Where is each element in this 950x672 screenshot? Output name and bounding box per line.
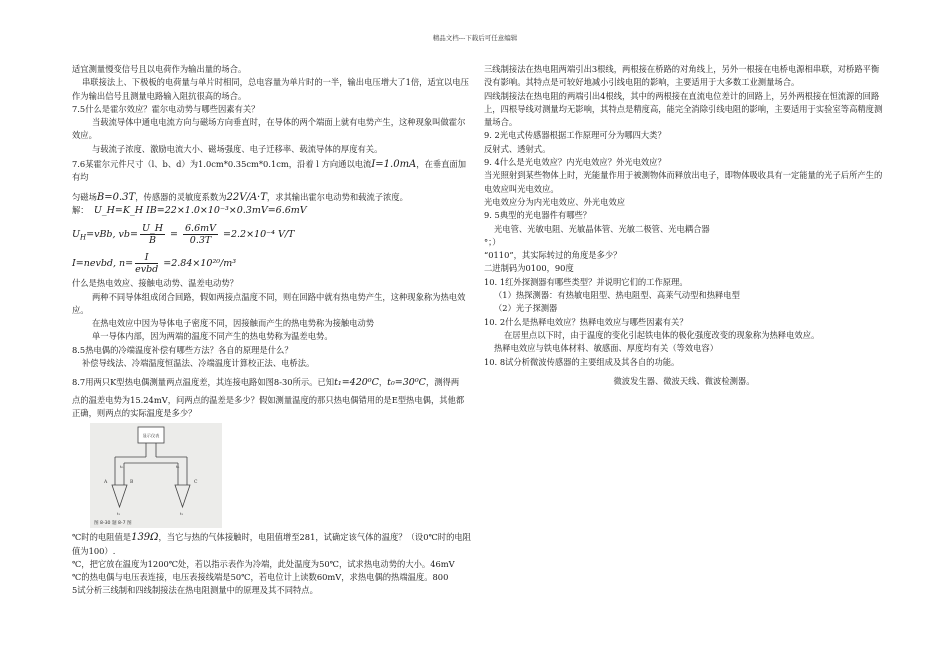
question-wire-method: 5试分析三线制和四线制接法在热电阻测量中的原理及其不同特点。 xyxy=(72,585,318,596)
label-b: B xyxy=(130,480,134,486)
label-t1-right: t₁ xyxy=(180,511,184,517)
answer-9-2: 反射式、透射式。 xyxy=(484,143,551,154)
q87-tail: ，测得两 xyxy=(425,377,460,388)
frac-den: evbd xyxy=(135,264,159,276)
q76b-tail: ，求其输出霍尔电动势和载流子浓度。 xyxy=(266,191,408,202)
q76-field-formula: B=0.3T xyxy=(96,191,136,203)
question-10-2: 10. 2什么是热释电效应？热释电效应与哪些因素有关？ xyxy=(484,316,688,327)
answer-thermo-1: 两种不同导体组成闭合回路，假如两接点温度不同，则在回路中就有热电势产生，这种现象称为热电效应。 xyxy=(72,291,466,315)
question-8-7-line1 xyxy=(72,376,472,389)
answer-9-4-b: 光电效应分为内光电效应、外光电效应 xyxy=(484,196,626,207)
dangling-text: °；） xyxy=(484,236,501,247)
three-wire-paragraph: 三线制接法在热电阻两端引出3根线，两根接在桥路的对角线上，另外一根接在电桥电源相串联，对桥路平衡没有影响。其特点是可较好地减小引线电阻的影响，主要适用于大多数工业测量场合。 xyxy=(484,64,880,88)
answer-10-1-b: （2）光子探测器 xyxy=(494,303,558,314)
question-7-6-line2 xyxy=(72,191,472,204)
thermocouple-figure xyxy=(90,423,222,528)
eq2-sub: H xyxy=(80,233,87,242)
fraction-n xyxy=(135,252,158,275)
answer-10-1-a: （1）热探测器：有热敏电阻型、热电阻型、高莱气动型和热释电型 xyxy=(494,290,740,301)
fraction-values xyxy=(183,223,218,246)
eq2-tail: =2.2×10⁻⁴ V/T xyxy=(220,229,295,241)
equation-n xyxy=(72,252,472,275)
thermocouple-diagram xyxy=(90,423,222,528)
q-res-pre: ℃时的电阻值是 xyxy=(72,532,132,543)
q76-text: 7.6某霍尔元件尺寸（l、b、d）为1.0cm*0.35cm*0.1cm，沿着 l 方向通以电流 xyxy=(72,159,372,170)
label-c: C xyxy=(194,480,198,486)
q87-t0-formula: t₀=30⁰C xyxy=(387,377,426,389)
answer-8-5: 补偿导线法、冷端温度恒温法、冷端温度计算校正法、电桥法。 xyxy=(82,358,315,369)
equation-vb xyxy=(72,223,472,246)
label-t0-right: t₀ xyxy=(176,464,180,470)
q76b-pre: 匀磁场 xyxy=(72,191,97,202)
frac-num: I xyxy=(135,252,158,264)
q87-text: 8.7用两只K型热电偶测量两点温度差，其连接电路如图8-30所示。已知 xyxy=(72,377,335,388)
text-line: 适宜测量慢变信号且以电荷作为输出量的场合。 xyxy=(72,64,247,74)
q-res-formula: 139Ω xyxy=(131,532,159,544)
q87-comma: ， xyxy=(378,377,388,388)
answer-10-2-b: 热释电效应与铁电体材料、敏感面、厚度均有关（等效电容） xyxy=(494,343,719,354)
question-10-8: 10. 8试分析微波传感器的主要组成及其各自的功能。 xyxy=(484,356,680,367)
left-column xyxy=(72,63,472,598)
right-column xyxy=(484,63,884,388)
answer-7-5-a: 当载流导体中通电电流方向与磁场方向垂直时，在导体的两个端面上就有电势产生，这种现象叫做霍尔效应。 xyxy=(72,117,466,141)
eq2-eq: = xyxy=(167,229,182,241)
label-t0-left: t₀ xyxy=(120,464,124,470)
answer-9-4-a: 当光照射到某些物体上时，光能量作用于被测物体而释放出电子，即物体吸收具有一定能量的光子后所产生的电效应叫光电效应。 xyxy=(484,170,883,194)
eq2-pre: U xyxy=(72,229,81,241)
question-8-5: 8.5热电偶的冷端温度补偿有哪些方法？各自的原理是什么？ xyxy=(72,344,293,355)
answer-9-5: 光电管、光敏电阻、光敏晶体管、光敏二极管、光电耦合器 xyxy=(494,223,710,234)
question-7-6-line1 xyxy=(72,158,472,185)
frac-num: 6.6mV xyxy=(185,223,216,235)
q76b-mid: ，传感器的灵敏度系数为 xyxy=(135,191,227,202)
q76-text-tail: ，在垂直面加有均 xyxy=(72,159,467,183)
frac-num: U_H xyxy=(141,223,164,235)
question-resistance xyxy=(72,531,472,558)
four-wire-paragraph: 四线制接法在热电阻的两端引出4根线，其中的两根接在直流电位差计的回路上，另外两根接在恒流源的回路上，四根导线对测量均无影响，其特点是精度高，能完全消除引线电阻的影响，主要适用于实验室等高精度测量场合。 xyxy=(484,90,883,128)
frac-den: 0.3T xyxy=(189,235,212,247)
q76-current-formula: I=1.0mA xyxy=(371,159,417,171)
page-header: 精品文档---下载后可任意编辑 xyxy=(432,34,518,42)
figure-caption: 图 8-30 题 8-7 图 xyxy=(94,521,132,527)
q76-sensitivity-formula: 22V/A·T xyxy=(226,191,267,203)
answer-code-0110: 二进制码为0100，90度 xyxy=(484,263,574,274)
answer-7-5-b: 与载流子浓度、激励电流大小、磁场强度、电子迁移率、载流导体的厚度有关。 xyxy=(92,143,383,154)
question-8-7-line2: 点的温差电势为15.24mV，问两点的温差是多少？假如测量温度的那只热电偶错用的是E型热电偶，其他都正确，则两点的实际温度是多少？ xyxy=(72,394,465,418)
eq3-pre: I=nevbd, n= xyxy=(72,258,134,270)
answer-thermo-2: 在热电效应中因为导体电子密度不同，因接触而产生的热电势称为接触电动势 xyxy=(92,318,375,329)
label-a: A xyxy=(104,480,108,486)
answer-10-2-a: 在居里点以下时，由于温度的变化引起铁电体的极化强度改变的现象称为热释电效应。 xyxy=(504,329,820,340)
eq2-mid: =vBb, vb= xyxy=(86,229,138,241)
label-t1-left: t₁ xyxy=(117,511,121,517)
text-paragraph: 串联接法上、下极板的电荷量与单片时相同，总电容量为单片时的一半，输出电压增大了1倍，适宜以电压作为输出信号且测量电路输入阻抗很高的场合。 xyxy=(72,77,469,101)
question-9-4: 9. 4什么是光电效应？内光电效应？外光电效应？ xyxy=(484,157,666,168)
fraction-uh-b xyxy=(140,223,165,246)
eq3-tail: =2.84×10²⁰/m³ xyxy=(160,258,237,270)
q87-t1-formula: t₁=420⁰C xyxy=(334,377,379,389)
answer-10-8: 微波发生器、微波天线、微波检测器。 xyxy=(613,375,755,386)
equation-hall-voltage: U_H=K_H IB=22×1.0×10⁻³×0.3mV=6.6mV xyxy=(93,204,307,216)
question-cold-end: ℃，把它放在温度为1200℃处，若以指示表作为冷端，此处温度为50℃，试求热电动势的大小。46mV xyxy=(72,558,455,569)
question-thermocouple-voltmeter: ℃的热电偶与电压表连接，电压表接线端是50℃，若电位计上读数60mV，求热电偶的热端温度。800 xyxy=(72,572,449,583)
q-res-tail: ，当它与热的气体接触时，电阻值增至281，试确定该气体的温度？（设0℃时的电阻值为100）. xyxy=(72,532,471,556)
question-thermoelectric: 什么是热电效应、接触电动势、温差电动势？ xyxy=(72,278,238,289)
solution-line xyxy=(72,204,472,217)
answer-thermo-3: 单一导体内部，因为两端的温度不同产生的热电势称为温差电势。 xyxy=(92,331,333,342)
question-7-5: 7.5什么是霍尔效应？霍尔电动势与哪些因素有关？ xyxy=(72,103,260,114)
solution-label: 解： xyxy=(72,204,89,215)
display-meter-label: 显示仪表 xyxy=(142,433,160,439)
question-9-5: 9. 5典型的光电器件有哪些？ xyxy=(484,210,592,221)
frac-den: B xyxy=(149,235,156,247)
question-9-2: 9. 2光电式传感器根据工作原理可分为哪四大类？ xyxy=(484,130,666,141)
question-code-0110: “0110”，其实际转过的角度是多少？ xyxy=(484,250,622,261)
question-10-1: 10. 1红外探测器有哪些类型？并说明它们的工作原理。 xyxy=(484,276,688,287)
